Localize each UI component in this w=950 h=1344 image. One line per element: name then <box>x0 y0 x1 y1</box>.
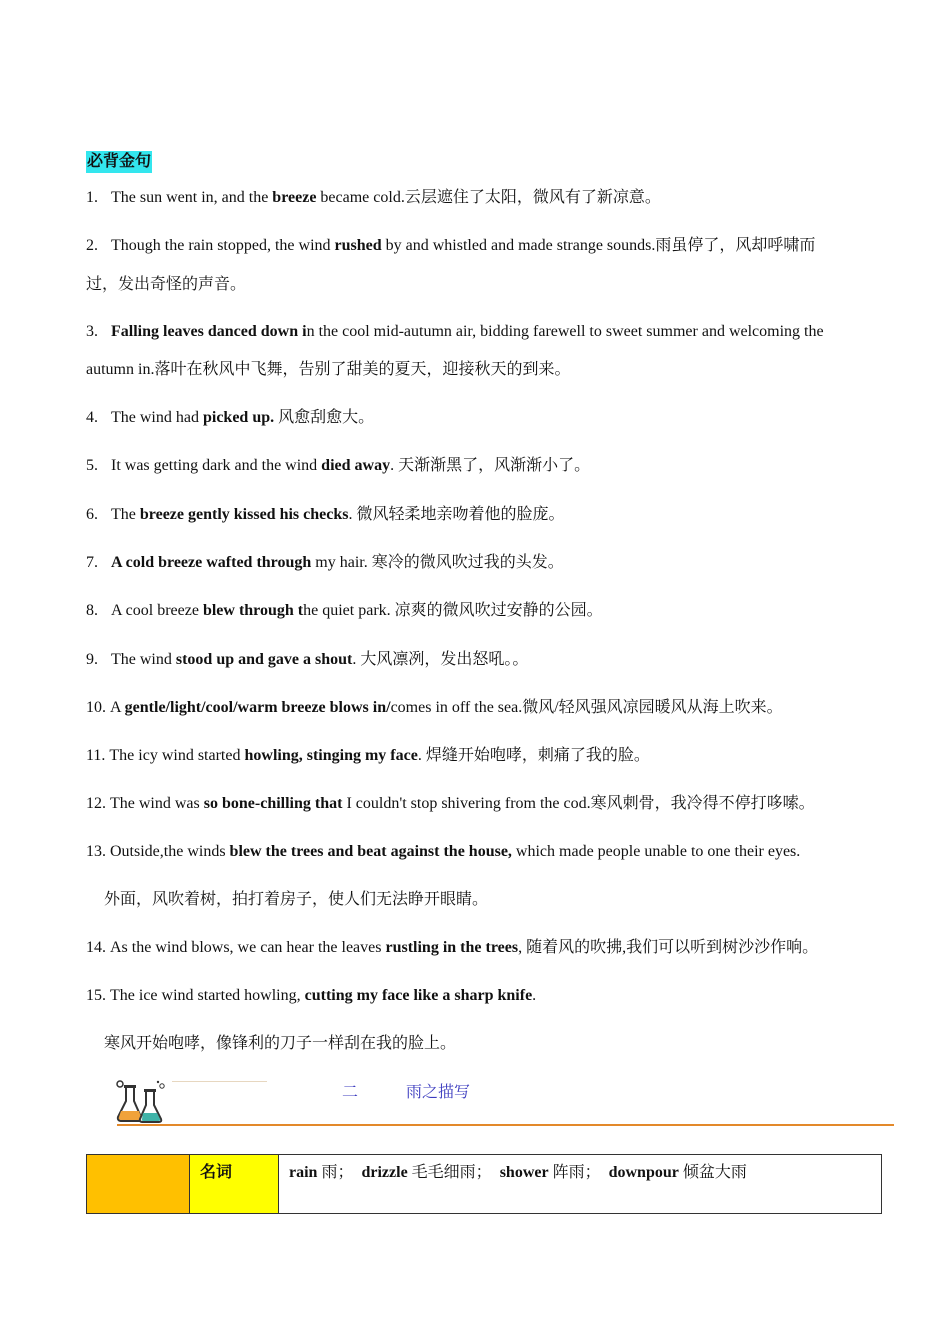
sentence-text: The wind <box>111 651 176 668</box>
words-cell <box>279 1155 882 1214</box>
sentence-line <box>104 1034 456 1054</box>
sentence-line <box>86 986 536 1006</box>
sentence-text: 过，发出奇怪的声音。 <box>86 276 247 293</box>
sentence-number: 10. <box>86 699 106 716</box>
key-phrase: breeze <box>272 189 317 206</box>
sentence-line <box>86 275 246 295</box>
sentence-number: 9. <box>86 651 98 668</box>
sentence-text: The sun went in, and the <box>111 189 273 206</box>
sentence-text: , 随着风的吹拂,我们可以听到树沙沙作响。 <box>518 939 819 956</box>
sentence-text: n the cool mid-autumn air, bidding farewell to sweet summer and welcoming the <box>306 323 824 340</box>
sentence-line <box>86 746 650 766</box>
sentence-number: 15. <box>86 987 106 1004</box>
sentence-line <box>86 650 528 670</box>
sentence-text: . 大风凛冽，发出怒吼。。 <box>352 651 529 668</box>
key-phrase: blew the trees and beat against the house, <box>229 843 512 860</box>
sentence-number: 8. <box>86 602 98 619</box>
category-color-cell <box>87 1155 190 1214</box>
sentence-line <box>86 601 603 621</box>
sentence-line <box>86 842 800 862</box>
sentence-text: he quiet park. 凉爽的微风吹过安静的公园。 <box>303 602 603 619</box>
sentence-line <box>86 505 564 525</box>
sentence-text: 寒风开始咆哮，像锋利的刀子一样刮在我的脸上。 <box>104 1035 457 1052</box>
sentence-text: became cold.云层遮住了太阳，微风有了新凉意。 <box>316 189 661 206</box>
vocab-table <box>86 1154 882 1214</box>
key-phrase: picked up. <box>202 409 275 426</box>
sentence-text: Though the rain stopped, the wind <box>111 237 335 254</box>
sentence-number: 3. <box>86 323 98 340</box>
sentence-text: The wind was <box>110 795 204 812</box>
vocab-meaning: 阵雨； <box>548 1164 601 1181</box>
table-row <box>87 1155 882 1214</box>
section-divider-thin <box>172 1081 267 1082</box>
sentence-text: . <box>532 987 537 1004</box>
sentence-line <box>104 890 488 910</box>
sentence-text: A cool breeze <box>111 602 203 619</box>
sentence-text: Outside,the winds <box>110 843 230 860</box>
sentence-text: The <box>111 506 140 523</box>
sentence-number: 12. <box>86 795 106 812</box>
vocab-meaning: 倾盆大雨 <box>678 1164 747 1181</box>
sentence-line <box>86 360 570 380</box>
key-phrase: blew through t <box>202 602 304 619</box>
key-phrase: so bone-chilling that <box>203 795 343 812</box>
sentence-line <box>86 236 815 256</box>
key-phrase: breeze gently kissed his checks <box>139 506 349 523</box>
sentence-text: I couldn't stop shivering from the cod.寒风刺骨，我冷得不停打哆嗦。 <box>342 795 815 812</box>
section-number: 二 <box>342 1084 359 1101</box>
section-title: 雨之描写 <box>406 1084 471 1101</box>
sentence-number: 5. <box>86 457 98 474</box>
sentence-text: 外面，风吹着树，拍打着房子，使人们无法睁开眼睛。 <box>104 891 489 908</box>
sentence-number: 14. <box>86 939 106 956</box>
key-phrase: A cold breeze wafted through <box>111 554 312 571</box>
vocab-word: shower <box>499 1164 549 1181</box>
key-phrase: rustling in the trees <box>385 939 519 956</box>
sentence-text: It was getting dark and the wind <box>111 457 322 474</box>
sentence-line <box>86 553 564 573</box>
sentence-text: The wind had <box>111 409 203 426</box>
sentence-text: autumn in.落叶在秋风中飞舞，告别了甜美的夏天，迎接秋天的到来。 <box>86 361 571 378</box>
sentence-number: 7. <box>86 554 98 571</box>
chemistry-flask-icon <box>114 1077 166 1123</box>
sentence-number: 11. <box>86 747 106 764</box>
key-phrase: stood up and gave a shout <box>175 651 353 668</box>
sentence-line <box>86 698 783 718</box>
vocab-meaning: 雨； <box>317 1164 354 1181</box>
vocab-word: drizzle <box>361 1164 408 1181</box>
key-phrase: howling, stinging my face <box>244 747 418 764</box>
sentence-line <box>86 938 818 958</box>
sentence-number: 6. <box>86 506 98 523</box>
sentence-text: A <box>110 699 125 716</box>
vocab-meaning: 毛毛细雨； <box>407 1164 492 1181</box>
vocab-word: rain <box>289 1164 318 1181</box>
sentence-number: 13. <box>86 843 106 860</box>
sentence-line <box>86 188 661 208</box>
key-phrase: cutting my face like a sharp knife <box>304 987 533 1004</box>
key-phrase: died away <box>321 457 391 474</box>
section-divider <box>117 1124 894 1126</box>
sentence-text: which made people unable to one their eyes. <box>511 843 801 860</box>
vocab-word: downpour <box>608 1164 679 1181</box>
sentence-line <box>86 794 815 814</box>
sentence-text: 风愈刮愈大。 <box>274 409 375 426</box>
sentence-text: The ice wind started howling, <box>110 987 305 1004</box>
sentence-line <box>86 322 824 342</box>
sentence-text: . 天渐渐黑了，风渐渐小了。 <box>390 457 591 474</box>
category-cell: 名词 <box>190 1155 279 1214</box>
sentence-text: As the wind blows, we can hear the leaves <box>110 939 386 956</box>
sentence-number: 4. <box>86 409 98 426</box>
sentence-text: The icy wind started <box>109 747 245 764</box>
sentence-line <box>86 456 590 476</box>
key-phrase: rushed <box>334 237 382 254</box>
key-phrase: gentle/light/cool/warm breeze blows in/ <box>124 699 391 716</box>
sentence-text: . 微风轻柔地亲吻着他的脸庞。 <box>348 506 565 523</box>
sentence-text: . 焊缝开始咆哮，刺痛了我的脸。 <box>417 747 650 764</box>
sentence-text: comes in off the sea.微风/轻风强风凉园暖风从海上吹来。 <box>390 699 783 716</box>
sentence-number: 2. <box>86 237 98 254</box>
key-phrase: Falling leaves danced down i <box>111 323 307 340</box>
sentence-line <box>86 408 374 428</box>
page-heading: 必背金句 <box>86 151 152 173</box>
sentence-text: my hair. 寒冷的微风吹过我的头发。 <box>311 554 564 571</box>
sentence-number: 1. <box>86 189 98 206</box>
sentence-text: by and whistled and made strange sounds.雨虽停了，风却呼啸而 <box>381 237 816 254</box>
